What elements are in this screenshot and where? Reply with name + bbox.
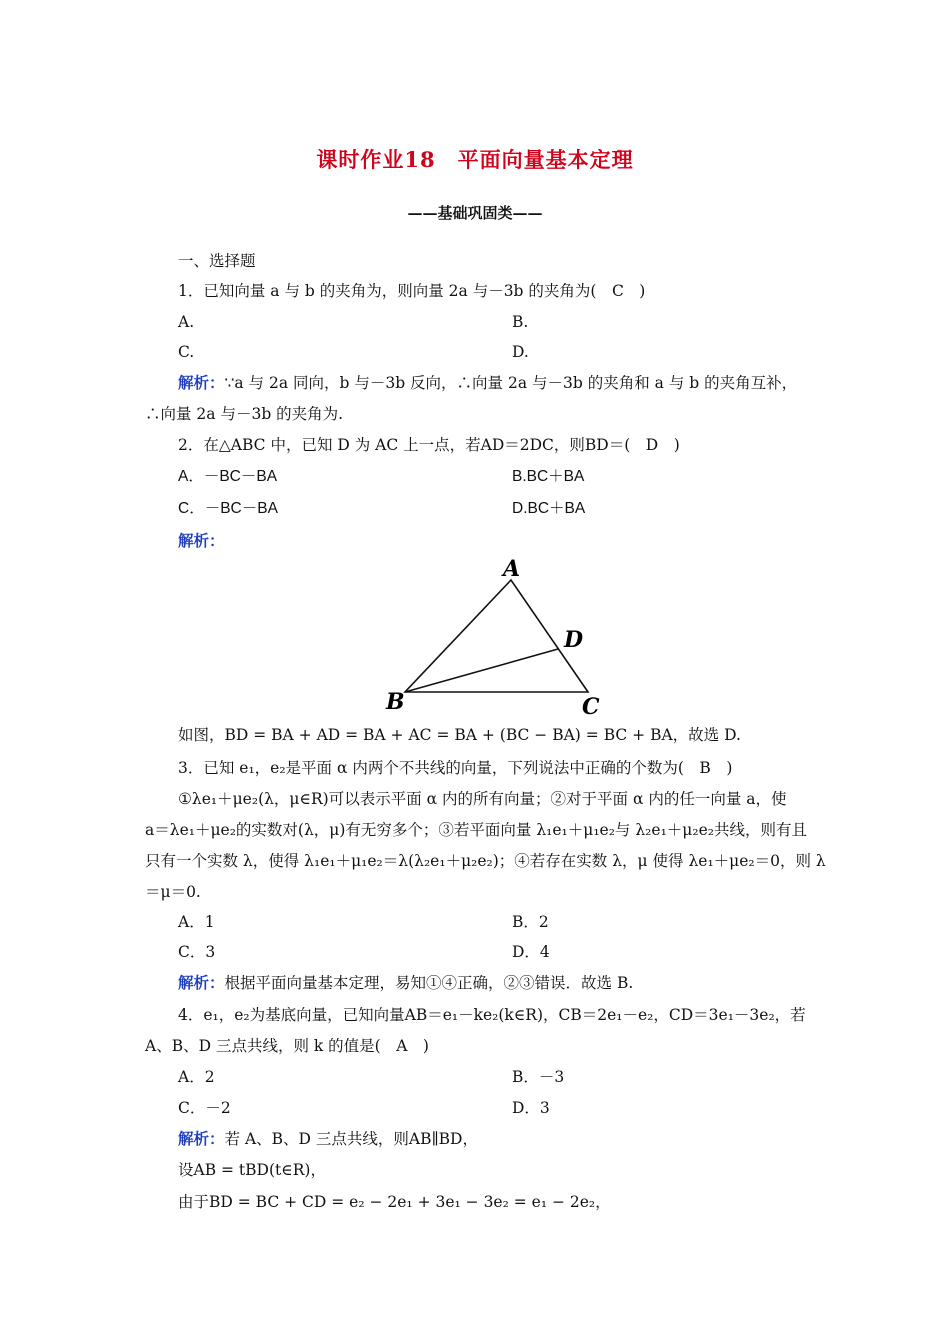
q2-option-d: D.BC＋BA: [512, 500, 586, 517]
q4-option-a: A．2: [178, 1068, 215, 1086]
q3-option-d: D．4: [512, 943, 550, 961]
q3-analysis: [178, 973, 633, 993]
label-b: B: [386, 689, 405, 715]
q2-analysis: [178, 531, 225, 551]
segment-bd: [405, 649, 558, 692]
triangle-abc: [405, 580, 588, 692]
q2-option-b: B.BC＋BA: [512, 468, 585, 485]
triangle-figure: [370, 552, 630, 720]
q4-option-b: B．－3: [512, 1068, 565, 1086]
q1-analysis-cont: ∴向量 2a 与－3b 的夹角为.: [145, 405, 344, 423]
analysis-label: 解析：: [178, 1129, 225, 1148]
label-c: C: [582, 694, 600, 720]
q1-analysis: [178, 373, 797, 393]
q4-option-c: C．－2: [178, 1099, 231, 1117]
q2-analysis-text: 如图，BD = BA + AD = BA + AC = BA + (BC − BA) = BC + BA，故选 D.: [178, 726, 741, 744]
q3-statement-line-3: 只有一个实数 λ，使得 λ₁e₁＋μ₁e₂＝λ(λ₂e₁＋μ₂e₂)；④若存在实数 λ，μ 使得 λe₁＋μe₂＝0，则 λ: [145, 852, 826, 870]
q3-analysis-text: 根据平面向量基本定理，易知①④正确，②③错误．故选 B.: [224, 974, 634, 992]
q4-analysis: [178, 1129, 478, 1149]
section-subtitle: ——基础巩固类——: [407, 204, 543, 222]
section-heading: 一、选择题: [178, 252, 256, 270]
q3-option-c: C．3: [178, 943, 216, 961]
q2-stem: 2．在△ABC 中，已知 D 为 AC 上一点，若AD＝2DC，则BD＝( D ): [178, 436, 680, 454]
analysis-label: 解析：: [178, 373, 225, 392]
q3-statement-line-1: ①λe₁＋μe₂(λ，μ∈R)可以表示平面 α 内的所有向量；②对于平面 α 内的任一向量 a，使: [178, 790, 787, 808]
label-d: D: [564, 627, 584, 653]
q1-option-d: D.: [512, 343, 529, 361]
page-title: 课时作业18 平面向量基本定理: [316, 147, 634, 172]
label-a: A: [503, 556, 521, 582]
analysis-label: 解析：: [178, 973, 225, 992]
q2-option-c: C．－BC－BA: [178, 500, 278, 517]
q4-analysis-line-3: 由于BD = BC + CD = e₂ − 2e₁ + 3e₁ − 3e₂ = e₁ − 2e₂，: [178, 1193, 611, 1211]
q4-stem: 4．e₁，e₂为基底向量，已知向量AB＝e₁－ke₂(k∈R)，CB＝2e₁－e₂，CD＝3e₁－3e₂，若: [178, 1006, 806, 1024]
q3-stem: 3．已知 e₁，e₂是平面 α 内两个不共线的向量，下列说法中正确的个数为( B ): [178, 759, 733, 777]
q1-option-c: C.: [178, 343, 195, 361]
q3-option-b: B．2: [512, 913, 549, 931]
q3-statement-line-4: ＝μ＝0.: [145, 883, 201, 901]
q1-stem: 1．已知向量 a 与 b 的夹角为，则向量 2a 与－3b 的夹角为( C ): [178, 282, 646, 300]
analysis-label: 解析：: [178, 531, 225, 550]
q1-analysis-text: ∵a 与 2a 同向，b 与－3b 反向，∴向量 2a 与－3b 的夹角和 a 与 b 的夹角互补，: [224, 374, 798, 392]
q2-option-a: A．－BC－BA: [178, 468, 278, 485]
q4-option-d: D．3: [512, 1099, 550, 1117]
q3-option-a: A．1: [178, 913, 215, 931]
q1-option-b: B.: [512, 313, 529, 331]
q4-analysis-text: 若 A、B、D 三点共线，则AB∥BD，: [224, 1130, 478, 1148]
q4-analysis-line-2: 设AB = tBD(t∈R)，: [178, 1161, 326, 1179]
q1-option-a: A.: [178, 313, 195, 331]
q3-statement-line-2: a＝λe₁＋μe₂的实数对(λ，μ)有无穷多个；③若平面向量 λ₁e₁＋μ₁e₂与 λ₂e₁＋μ₂e₂共线，则有且: [145, 821, 807, 839]
q4-stem-cont: A、B、D 三点共线，则 k 的值是( A ): [145, 1037, 429, 1055]
